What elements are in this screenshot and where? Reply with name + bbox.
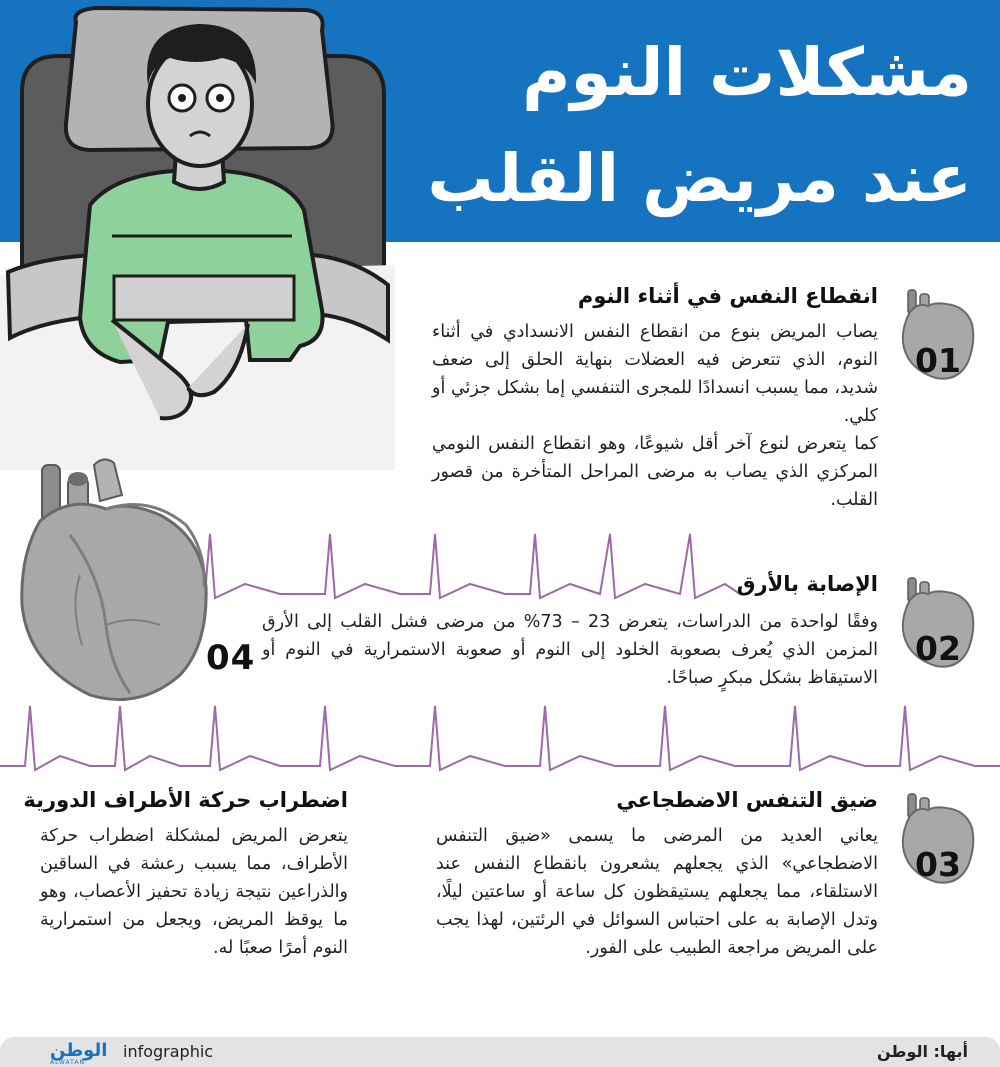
section-number-02: 02 — [915, 629, 961, 668]
alwatan-logo-latin: ALWATAN — [50, 1059, 85, 1066]
section-body-03: يعاني العديد من المرضى ما يسمى «ضيق التنفس الاضطجاعي» الذي يجعلهم يشعرون بانقطاع النفس عند الاستلقاء، مما يجعلهم يستيقظون كل ساعة أو ساعتين ليلًا، وتدل الإصابة به على احتباس السوائل في الرئتين، لهذا يجب على المريض مراجعة الطبيب على الفور. — [436, 826, 878, 958]
footer-bar — [0, 1037, 1000, 1067]
section-title-03: ضيق التنفس الاضطجاعي — [616, 788, 878, 812]
alwatan-logo: الوطن — [50, 1040, 108, 1061]
section-number-03: 03 — [915, 845, 961, 884]
section-title-02: الإصابة بالأرق — [736, 572, 878, 596]
page-title-line-1: مشكلات النوم — [522, 34, 972, 111]
section-body-02: وفقًا لواحدة من الدراسات، يتعرض 23 – 73% من مرضى فشل القلب إلى الأرق المزمن الذي يُعرف بصعوبة الخلود إلى النوم أو صعوبة الاستمرارية في النوم أو الاستيقاظ بشكل مبكرٍ صباحًا. — [262, 612, 878, 688]
infographic-label: infographic — [123, 1042, 214, 1061]
source-credit: أبها: الوطن — [876, 1042, 968, 1061]
section-body-04: يتعرض المريض لمشكلة اضطراب حركة الأطراف، مما يسبب رعشة في الساقين والذراعين نتيجة زيادة تحفيز الأعصاب، وهو ما يوقظ المريض، ويجعل من استمرارية النوم أمرًا صعبًا له. — [40, 826, 348, 958]
section-badge-03 — [900, 786, 976, 890]
section-badge-02 — [900, 570, 976, 674]
sleepless-patient-illustration — [0, 0, 395, 470]
page-title-line-2: عند مريض القلب — [427, 140, 972, 217]
section-badge-01 — [900, 282, 976, 386]
large-heart-illustration — [10, 455, 215, 710]
section-body-01-continued: كما يتعرض لنوع آخر أقل شيوعًا، وهو انقطاع النفس النومي المركزي الذي يصاب به مرضى المراحل المتأخرة من قصور القلب. — [432, 434, 878, 510]
section-title-04: اضطراب حركة الأطراف الدورية — [23, 788, 348, 812]
section-body-01: يصاب المريض بنوع من انقطاع النفس الانسدادي في أثناء النوم، الذي تتعرض فيه العضلات بنهاية الحلق إلى ضعف شديد، مما يسبب انسدادًا للمجرى التنفسي إما بشكل جزئي أو كلي. — [432, 322, 878, 426]
section-number-04: 04 — [206, 638, 256, 678]
section-number-01: 01 — [915, 341, 961, 380]
section-title-01: انقطاع النفس في أثناء النوم — [577, 284, 878, 308]
ecg-line-lower — [0, 700, 1000, 776]
